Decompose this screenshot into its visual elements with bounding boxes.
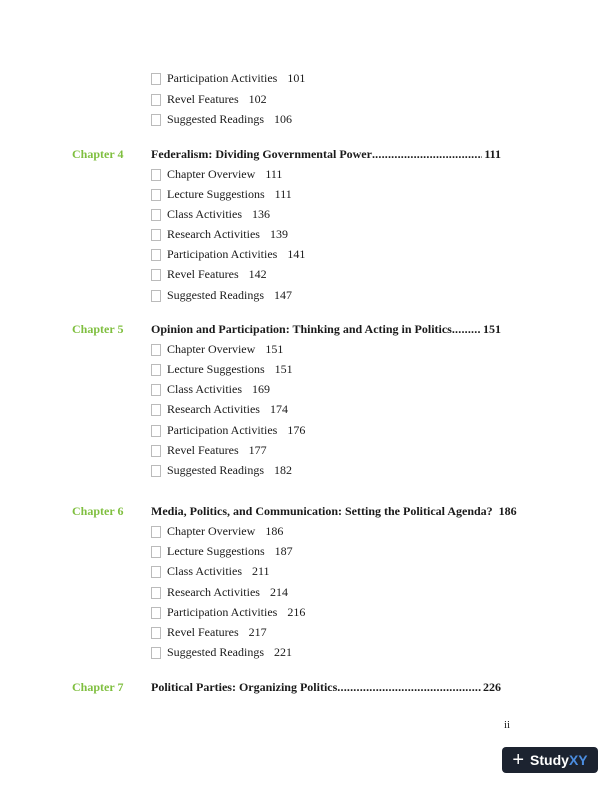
toc-item-label: Revel Features <box>167 625 239 639</box>
toc-item <box>151 625 267 640</box>
toc-item-page: 214 <box>269 585 288 599</box>
chapter-title[interactable] <box>151 147 501 162</box>
toc-item <box>151 645 292 660</box>
toc-item-page: 186 <box>265 524 284 538</box>
toc-item-label: Research Activities <box>167 402 260 416</box>
toc-item <box>151 227 288 242</box>
toc-item-label: Class Activities <box>167 207 242 221</box>
toc-item-label: Research Activities <box>167 585 260 599</box>
checkbox-icon <box>151 290 161 302</box>
checkbox-icon <box>151 526 161 538</box>
chapter-label: Chapter 5 <box>72 322 124 336</box>
toc-item <box>151 71 305 86</box>
leader-dots <box>337 680 481 695</box>
checkbox-icon <box>151 647 161 659</box>
checkbox-icon <box>151 465 161 477</box>
toc-item-label: Lecture Suggestions <box>167 362 265 376</box>
toc-item <box>151 423 305 438</box>
chapter-page: 186 <box>498 504 517 518</box>
toc-item <box>151 564 270 579</box>
toc-item-label: Revel Features <box>167 443 239 457</box>
chapter-page: 226 <box>483 680 501 694</box>
toc-item-label: Chapter Overview <box>167 167 256 181</box>
toc-item <box>151 247 305 262</box>
chapter-page: 111 <box>484 147 501 161</box>
toc-item-label: Research Activities <box>167 227 260 241</box>
toc-item-label: Chapter Overview <box>167 524 256 538</box>
toc-item-label: Lecture Suggestions <box>167 187 265 201</box>
toc-item-page: 174 <box>269 402 288 416</box>
chapter-title-text: Media, Politics, and Communication: Setting the Political Agenda? <box>151 504 493 518</box>
checkbox-icon <box>151 364 161 376</box>
toc-item-page: 217 <box>248 625 267 639</box>
toc-item <box>151 288 292 303</box>
checkbox-icon <box>151 249 161 261</box>
checkbox-icon <box>151 344 161 356</box>
badge-text: Study <box>530 752 569 768</box>
toc-item-page: 176 <box>287 423 306 437</box>
toc-item-page: 101 <box>287 71 306 85</box>
chapter-label: Chapter 7 <box>72 680 124 694</box>
toc-item-page: 106 <box>274 112 292 126</box>
checkbox-icon <box>151 445 161 457</box>
toc-item <box>151 544 293 559</box>
toc-item-label: Class Activities <box>167 382 242 396</box>
toc-item <box>151 463 292 478</box>
toc-item-page: 216 <box>287 605 306 619</box>
toc-item <box>151 402 288 417</box>
checkbox-icon <box>151 169 161 181</box>
chapter-title-text: Political Parties: Organizing Politics <box>151 680 338 694</box>
toc-item-label: Class Activities <box>167 564 242 578</box>
page-number: ii <box>504 719 511 731</box>
toc-item <box>151 207 270 222</box>
checkbox-icon <box>151 566 161 578</box>
toc-item-label: Revel Features <box>167 92 239 106</box>
toc-item-page: 221 <box>274 645 292 659</box>
toc-item-page: 147 <box>274 288 292 302</box>
checkbox-icon <box>151 546 161 558</box>
toc-item-page: 141 <box>287 247 306 261</box>
toc-item <box>151 585 288 600</box>
checkbox-icon <box>151 384 161 396</box>
checkbox-icon <box>151 189 161 201</box>
badge-text-accent: XY <box>568 752 588 768</box>
toc-item <box>151 382 270 397</box>
toc-item-label: Participation Activities <box>167 71 278 85</box>
checkbox-icon <box>151 587 161 599</box>
toc-item-page: 187 <box>274 544 293 558</box>
toc-item <box>151 187 292 202</box>
toc-item-page: 169 <box>252 382 270 396</box>
checkbox-icon <box>151 209 161 221</box>
toc-item-page: 142 <box>248 267 267 281</box>
toc-item <box>151 342 283 357</box>
toc-item-page: 136 <box>252 207 270 221</box>
toc-item <box>151 167 282 182</box>
toc-item-label: Suggested Readings <box>167 463 264 477</box>
checkbox-icon <box>151 94 161 106</box>
toc-item-label: Lecture Suggestions <box>167 544 265 558</box>
chapter-page: 151 <box>483 322 501 336</box>
chapter-title[interactable] <box>151 322 501 337</box>
toc-item-label: Participation Activities <box>167 247 278 261</box>
toc-item <box>151 92 267 107</box>
checkbox-icon <box>151 607 161 619</box>
leader-dots <box>452 322 481 337</box>
toc-item <box>151 605 305 620</box>
checkbox-icon <box>151 425 161 437</box>
toc-item-label: Chapter Overview <box>167 342 256 356</box>
toc-item-page: 111 <box>274 187 292 201</box>
toc-item-label: Suggested Readings <box>167 112 264 126</box>
toc-item <box>151 443 267 458</box>
toc-item-page: 211 <box>252 564 270 578</box>
checkbox-icon <box>151 73 161 85</box>
toc-item-page: 182 <box>274 463 292 477</box>
toc-item-page: 111 <box>265 167 283 181</box>
chapter-title[interactable] <box>151 504 521 519</box>
leader-dots <box>372 147 482 162</box>
toc-item-page: 151 <box>265 342 284 356</box>
toc-item <box>151 112 292 127</box>
checkbox-icon <box>151 627 161 639</box>
toc-item-page: 177 <box>248 443 267 457</box>
chapter-title[interactable] <box>151 680 501 695</box>
toc-item-label: Participation Activities <box>167 423 278 437</box>
toc-item-label: Suggested Readings <box>167 645 264 659</box>
chapter-title-text: Federalism: Dividing Governmental Power <box>151 147 372 161</box>
toc-item-page: 151 <box>274 362 293 376</box>
toc-item-page: 139 <box>269 227 288 241</box>
chapter-label: Chapter 4 <box>72 147 124 161</box>
checkbox-icon <box>151 229 161 241</box>
toc-item-label: Participation Activities <box>167 605 278 619</box>
studyxy-badge[interactable] <box>502 747 598 773</box>
checkbox-icon <box>151 404 161 416</box>
toc-item-label: Revel Features <box>167 267 239 281</box>
toc-item-label: Suggested Readings <box>167 288 264 302</box>
checkbox-icon <box>151 114 161 126</box>
chapter-label: Chapter 6 <box>72 504 124 518</box>
toc-item <box>151 267 267 282</box>
chapter-title-text: Opinion and Participation: Thinking and Acting in Politics <box>151 322 452 336</box>
toc-item <box>151 524 283 539</box>
checkbox-icon <box>151 269 161 281</box>
toc-item-page: 102 <box>248 92 267 106</box>
plus-icon: + <box>512 749 525 771</box>
toc-item <box>151 362 293 377</box>
